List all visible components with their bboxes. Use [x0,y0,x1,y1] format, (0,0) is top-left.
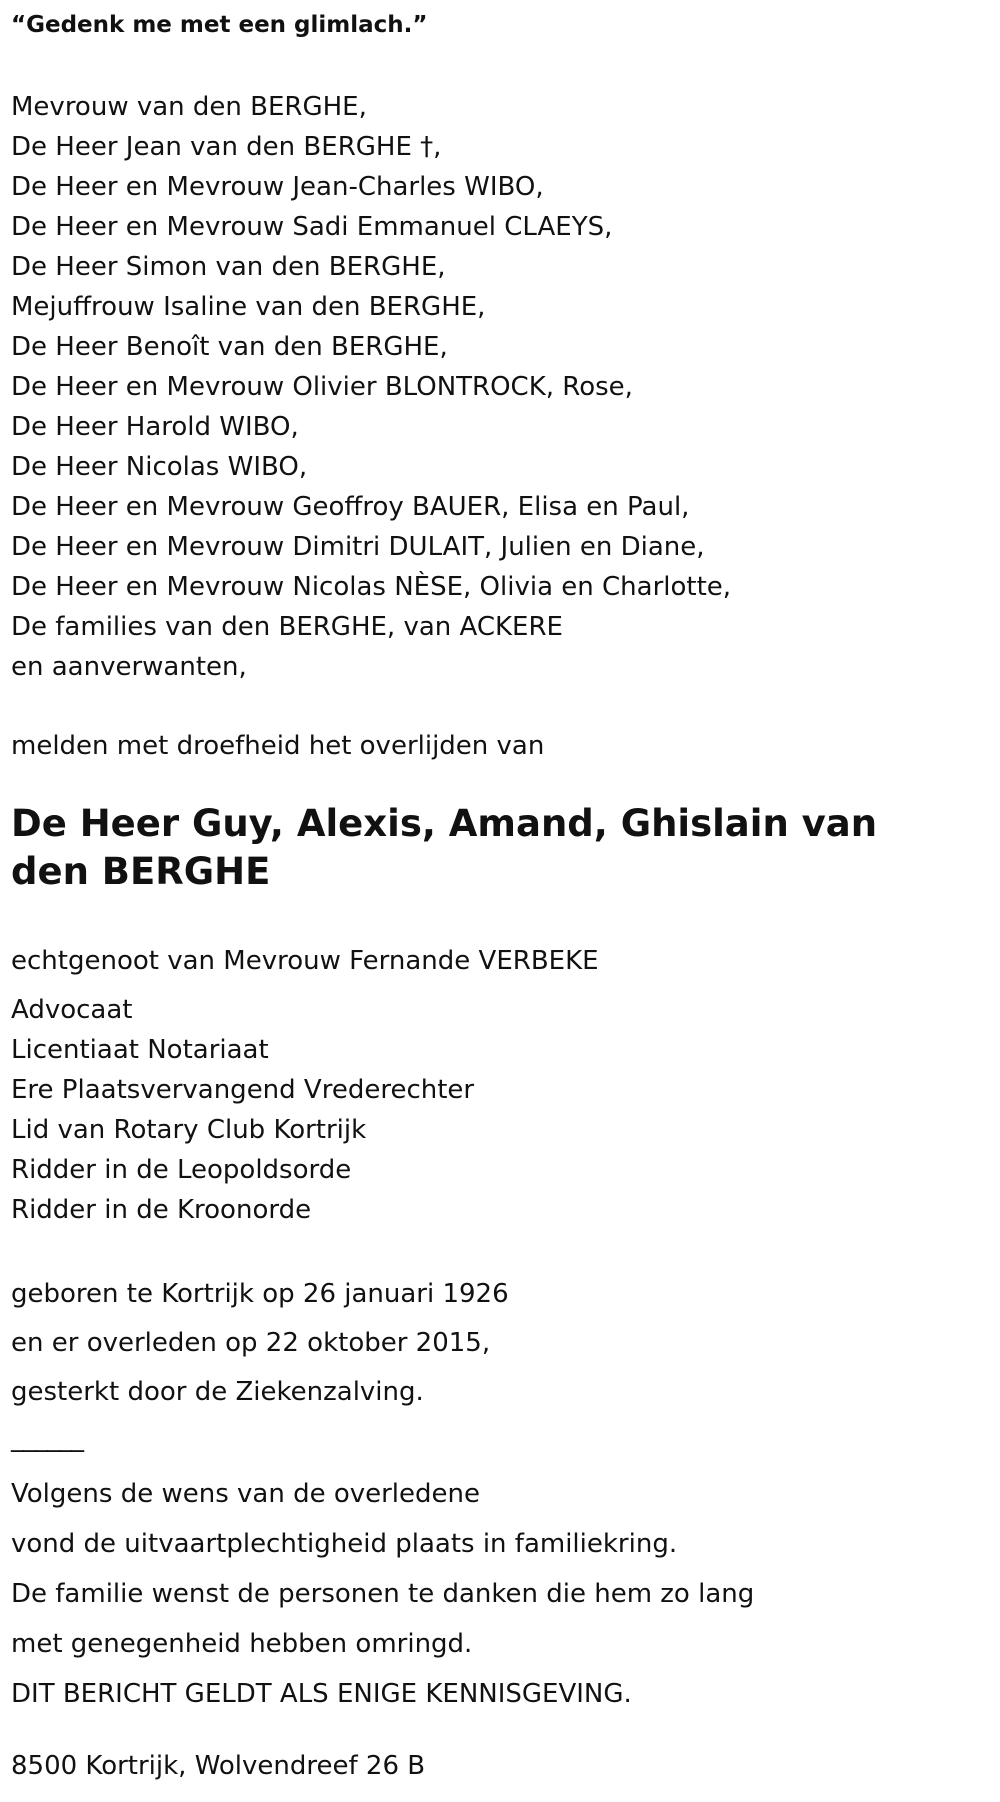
death-line: en er overleden op 22 oktober 2015, [11,1328,491,1358]
family-line: De Heer en Mevrouw Sadi Emmanuel CLAEYS, [11,212,613,242]
family-line: De Heer Jean van den BERGHE †, [11,132,442,162]
title-line: Ridder in de Leopoldsorde [11,1155,352,1185]
family-line: De families van den BERGHE, van ACKERE [11,612,563,642]
family-line: De Heer en Mevrouw Geoffroy BAUER, Elisa en Paul, [11,492,690,522]
title-line: Ridder in de Kroonorde [11,1195,312,1225]
family-line: De Heer Benoît van den BERGHE, [11,332,448,362]
family-line: en aanverwanten, [11,652,247,682]
title-line: Ere Plaatsvervangend Vrederechter [11,1075,475,1105]
address: 8500 Kortrijk, Wolvendreef 26 B [11,1751,426,1781]
deceased-name: De Heer Guy, Alexis, Amand, Ghislain van den BERGHE [11,802,878,893]
family-line: De Heer en Mevrouw Jean-Charles WIBO, [11,172,544,202]
closing-line: vond de uitvaartplechtigheid plaats in familiekring. [11,1529,678,1559]
spouse-line: echtgenoot van Mevrouw Fernande VERBEKE [11,946,599,976]
memorial-quote: “Gedenk me met een glimlach.” [11,12,428,38]
family-line: De Heer Simon van den BERGHE, [11,252,446,282]
closing-line: met genegenheid hebben omringd. [11,1629,473,1659]
birth-line: geboren te Kortrijk op 26 januari 1926 [11,1279,509,1309]
announcement-intro: melden met droefheid het overlijden van [11,731,545,761]
closing-line: DIT BERICHT GELDT ALS ENIGE KENNISGEVING. [11,1679,632,1709]
family-line: De Heer Harold WIBO, [11,412,299,442]
sacrament-line: gesterkt door de Ziekenzalving. [11,1377,424,1407]
titles-list [11,990,474,1230]
family-line: De Heer Nicolas WIBO, [11,452,308,482]
title-line: Licentiaat Notariaat [11,1035,269,1065]
family-line: De Heer en Mevrouw Dimitri DULAIT, Julien en Diane, [11,532,705,562]
family-list [11,87,731,687]
separator-line: ______ [11,1423,83,1453]
closing-line: Volgens de wens van de overledene [11,1479,481,1509]
title-line: Lid van Rotary Club Kortrijk [11,1115,367,1145]
family-line: Mevrouw van den BERGHE, [11,92,367,122]
family-line: De Heer en Mevrouw Olivier BLONTROCK, Rose, [11,372,633,402]
family-line: Mejuffrouw Isaline van den BERGHE, [11,292,486,322]
closing-text [11,1469,754,1719]
title-line: Advocaat [11,995,133,1025]
family-line: De Heer en Mevrouw Nicolas NÈSE, Olivia en Charlotte, [11,572,732,602]
closing-line: De familie wenst de personen te danken die hem zo lang [11,1579,755,1609]
life-details [11,1270,509,1417]
